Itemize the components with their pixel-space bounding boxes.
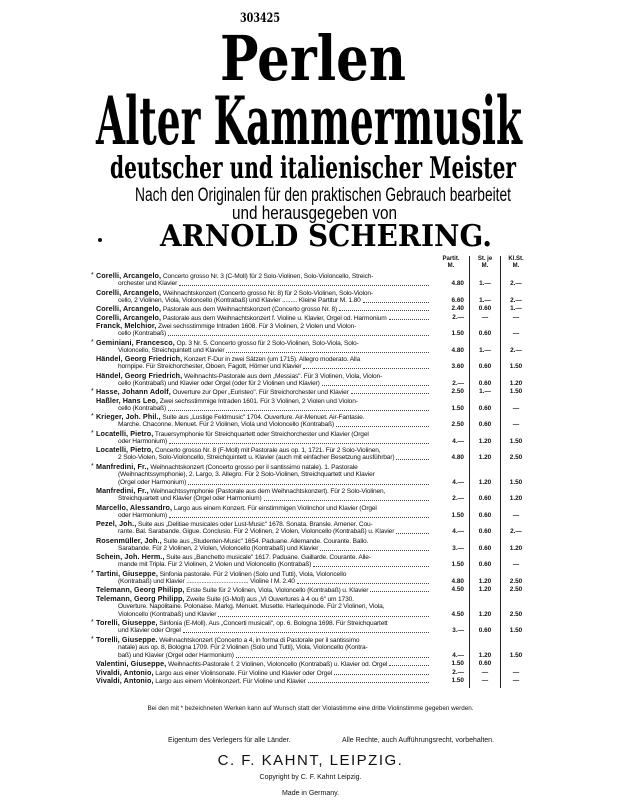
composer-name: Pezel, Joh., — [96, 520, 137, 528]
composer-name: Telemann, Georg Philipp, — [96, 586, 185, 594]
dot-leader — [168, 405, 429, 411]
price-stimmen: 1.— — [479, 296, 491, 304]
entry-line — [96, 603, 431, 611]
price-klavier: 1.20 — [509, 379, 523, 387]
entry-line — [96, 570, 431, 578]
work-description: Zwei sechsstimmige Intraden 1601. Für 3 Violinen, 2 Violen und Violon- — [159, 397, 358, 405]
work-description: Largo aus einer Violinsonate. Für Violine und Klavier oder Orgel — [155, 669, 333, 677]
composer-name: Corelli, Arcangelo, — [96, 288, 162, 297]
header-partitur-label: Partit. — [442, 256, 460, 262]
price-partitur: 4.50 — [451, 610, 464, 618]
price-partitur: 1.50 — [451, 677, 464, 684]
viola-alternative-marker: * — [91, 462, 94, 470]
price-stimmen: 1.20 — [478, 437, 492, 445]
dot-leader — [308, 677, 429, 683]
work-description: Concerto grosso Nr. 8 (F-Moll) mit Pastorale aus op. 1, 1721. Für 2 Solo-Violinen, — [155, 447, 381, 454]
dot-leader — [389, 660, 429, 666]
price-partitur: 3.60 — [451, 363, 464, 370]
footnote: Bei den mit * bezeichneten Werken kann auf Wunsch statt der Violastimme eine dritte Violinstimme gegeben werden. — [147, 705, 474, 712]
composer-name: Locatelli, Pietro, — [96, 446, 154, 454]
catalog-entry — [96, 322, 536, 338]
catalog-number: 303425 — [240, 11, 280, 26]
copyright: Copyright by C. F. Kahnt Leipzig. — [259, 774, 362, 781]
price-stimmen: 0.60 — [478, 379, 492, 387]
price-klavier: 2.— — [510, 528, 522, 535]
header-klavier-unit: M. — [512, 263, 520, 269]
entry-line — [96, 487, 431, 495]
price-klavier: 1.20 — [509, 544, 523, 552]
work-description: Sinfonia pastorale. Für 2 Violinen (Solo und Tutti), Viola, Violoncello — [159, 570, 347, 578]
work-description: Sinfonia (E-Moll). Aus „Concerti musicali", op. 6. Bologna 1698. Für Streichquartett — [159, 620, 388, 627]
price-stimmen: 0.60 — [478, 511, 492, 519]
catalog-entry — [96, 289, 536, 305]
work-description: Zweite Suite (G-Moll) aus „VI Ouvertures à 4 ou 6" um 1730. — [186, 595, 354, 603]
entry-line — [96, 561, 431, 569]
work-description: Largo aus einem Violinkonzert. Für Violine und Klavier — [155, 678, 306, 685]
price-partitur: 6.60 — [451, 296, 464, 304]
work-description: (Kontrabaß) und Klavier ..................................... Violine I M. 2.40 — [118, 577, 295, 585]
entry-line — [96, 619, 431, 627]
entry-line — [96, 413, 431, 421]
dot-leader — [339, 305, 429, 311]
composer-name: Torelli, Giuseppe, — [96, 619, 158, 627]
title-alter-kammermusik: Alter Kammermusik — [95, 82, 523, 160]
price-klavier: — — [512, 668, 520, 676]
work-description: Zwei sechsstimmige Intraden 1608. Für 3 Violinen, 2 Violen und Violon- — [158, 323, 357, 330]
dot-leader — [188, 479, 429, 485]
catalog-entry — [91, 388, 536, 396]
work-description: baß) und Klavier (Orgel oder Harmonium) — [118, 651, 234, 659]
price-klavier: 1.50 — [509, 388, 523, 395]
work-description: Weihnachtskonzert (Concerto grosso per il santissimo natale). 1. Pastorale — [150, 463, 358, 471]
composer-name: Franck, Melchior, — [96, 322, 157, 330]
entry-line — [96, 430, 431, 438]
entry-line — [96, 586, 431, 594]
work-description: Weihnachtssymphonie (Pastorale aus dem Weihnachtskonzert). Für 2 Solo-Violinen, — [150, 488, 386, 495]
dot-leader — [313, 561, 429, 567]
header-stimmen-unit: M. — [481, 263, 489, 269]
price-klavier: — — [512, 330, 520, 337]
catalog-entry — [91, 429, 536, 446]
work-description: mande mit Tripla. Für 2 Violinen, 2 Violen und Violoncello (Kontrabaß) — [118, 561, 312, 568]
header-klavier — [502, 256, 530, 270]
price-partitur: 2.— — [452, 495, 464, 502]
work-description: Pastorale aus dem Weihnachtskonzert (Concerto grosso Nr. 8) — [162, 306, 338, 313]
catalog-entry — [91, 635, 536, 660]
viola-alternative-marker: * — [91, 413, 94, 420]
entry-line — [96, 644, 431, 652]
title-description: Nach den Originalen für den praktischen Gebrauch bearbeitet — [135, 185, 512, 206]
dot-leader — [336, 421, 429, 427]
entry-line — [96, 330, 431, 338]
price-stimmen: — — [481, 313, 489, 321]
composer-name: Torelli, Giuseppe. — [96, 635, 158, 644]
decorative-dot — [98, 238, 102, 242]
entry-line — [96, 421, 431, 429]
catalog-entry — [96, 305, 536, 313]
dot-leader — [370, 586, 429, 592]
price-stimmen: 0.60 — [478, 561, 492, 568]
viola-alternative-marker: * — [91, 619, 94, 626]
catalog-entry — [96, 397, 536, 413]
price-partitur: 2.50 — [451, 388, 464, 395]
work-description: Weihnachtskonzert (Concerto grosso Nr. 8) für 2 Solo-Violinen, Solo-Violon- — [162, 289, 373, 297]
composer-name: Vivaldi, Antonio, — [96, 677, 154, 685]
price-partitur: 2.— — [452, 379, 464, 387]
entry-line — [96, 627, 431, 635]
dot-leader — [226, 347, 429, 353]
composer-name: Corelli, Arcangelo, — [96, 305, 162, 313]
rights-right: Alle Rechte, auch Aufführungsrecht, vorbehalten. — [342, 737, 495, 744]
entry-line — [96, 446, 431, 454]
work-description: Konzert F-Dur in zwei Sätzen (um 1715). Allegro moderato. Alla — [183, 356, 361, 363]
price-partitur: 3.— — [452, 627, 464, 634]
catalog-entry — [96, 355, 536, 371]
price-stimmen: 0.60 — [478, 404, 492, 412]
price-stimmen: 1.— — [479, 388, 491, 395]
price-klavier: — — [512, 511, 520, 519]
work-description: natale) aus op. 8, Bologna 1709. Für 2 Violinen (Solo und Tutti), Viola, Violoncello (Kontra- — [118, 643, 368, 651]
viola-alternative-marker: * — [91, 338, 94, 346]
catalog-entry — [96, 595, 536, 619]
work-description: Marche. Chaconne. Menuet. Für 2 Violinen, Viola und Violoncello (Kontrabaß) — [118, 421, 335, 428]
work-description: Concerto grosso Nr. 3 (C-Moll) für 2 Solo-Violinen, Solo-Violoncello, Streich- — [162, 273, 374, 280]
entry-line — [96, 512, 431, 520]
dot-leader — [264, 495, 430, 501]
price-stimmen: 1.— — [479, 346, 491, 354]
entry-line — [96, 528, 431, 536]
catalog-entry — [91, 413, 536, 429]
work-description: rante. Bal. Sarabande. Gigue. Conclusio. Für 2 Violinen, 2 Violen, Violoncello (Kontrabaß) u. Klavier — [118, 528, 395, 535]
price-klavier: — — [512, 313, 520, 321]
entry-line — [96, 660, 431, 668]
price-stimmen: 0.60 — [478, 660, 492, 667]
price-partitur: 1.50 — [451, 404, 464, 412]
dot-leader — [218, 611, 429, 617]
dot-leader — [169, 512, 429, 518]
price-partitur: 3.— — [452, 544, 464, 552]
entry-line — [96, 669, 431, 677]
title-perlen: Perlen — [220, 22, 406, 95]
viola-alternative-marker: * — [91, 388, 94, 395]
work-description: hornpipe. Für Streichorchester, Oboen, Fagott, Hörner und Klavier — [118, 363, 302, 370]
publisher: C. F. KAHNT, LEIPZIG. — [217, 752, 404, 769]
viola-alternative-marker: * — [91, 429, 94, 437]
price-stimmen: 1.20 — [478, 478, 492, 486]
entry-line — [96, 363, 431, 371]
price-klavier: 1.50 — [509, 651, 523, 659]
entry-line — [96, 553, 431, 561]
price-partitur: 4.80 — [451, 577, 464, 585]
price-stimmen: 0.60 — [478, 330, 492, 337]
entry-line — [96, 339, 431, 347]
entry-line — [96, 677, 431, 685]
title-subtitle: deutscher und italienischer Meister — [110, 151, 517, 186]
work-description: Suite aus „Studenten-Music" 1654. Paduane. Allemande. Courante. Ballo. — [163, 537, 369, 545]
price-stimmen: 0.60 — [478, 363, 492, 370]
work-description: oder Harmonium) — [118, 511, 168, 519]
composer-name: Haßler, Hans Leo, — [96, 396, 159, 405]
work-description: Violoncello, Streichquintett und Klavier — [118, 346, 225, 354]
entry-line — [96, 611, 431, 619]
dot-leader — [168, 330, 429, 336]
price-klavier: 1.50 — [509, 363, 523, 370]
header-klavier-label: Kl.St. — [508, 256, 524, 262]
dot-leader — [322, 380, 429, 386]
entry-line — [96, 504, 431, 512]
entry-line — [96, 289, 431, 297]
price-partitur: 4.— — [452, 478, 464, 486]
composer-name: Corelli, Arcangelo, — [96, 272, 162, 280]
price-klavier: 2.50 — [509, 586, 523, 593]
entry-line — [96, 280, 431, 288]
entry-line — [96, 272, 431, 280]
header-stimmen — [471, 256, 499, 270]
work-description: Weihnachtskonzert (Concerto a 4, in forma di Pastorale per il santissimo — [159, 636, 360, 644]
entry-line — [96, 438, 431, 446]
price-stimmen: 0.60 — [478, 495, 492, 502]
entry-line — [96, 578, 431, 586]
price-stimmen: — — [481, 677, 489, 684]
price-stimmen: 1.20 — [478, 454, 492, 461]
dot-leader — [351, 388, 429, 394]
composer-name: Manfredini, Fr., — [96, 487, 149, 495]
composer-name: Locatelli, Pietro, — [96, 429, 154, 438]
work-description: (Orgel oder Harmonium) — [118, 478, 187, 486]
entry-line — [96, 322, 431, 330]
entry-line — [96, 463, 431, 471]
price-stimmen: 1.20 — [478, 651, 492, 659]
dot-leader — [236, 652, 429, 658]
price-stimmen: 0.60 — [478, 627, 492, 634]
entry-line — [96, 314, 431, 322]
catalog-entry — [96, 487, 536, 503]
work-description: Trauersymphonie für Streichquartett oder Streichorchester und Klavier (Orgel — [154, 430, 369, 438]
catalog-entry — [96, 669, 536, 677]
dot-leader — [169, 438, 429, 444]
entry-line — [96, 520, 431, 528]
price-partitur: 2.50 — [451, 421, 464, 428]
title-edited-by: und herausgegeben von — [232, 203, 397, 223]
catalog-entry — [91, 619, 536, 635]
price-klavier: 2.50 — [509, 577, 523, 585]
entry-line — [96, 388, 431, 396]
price-stimmen: 1.— — [479, 280, 491, 287]
price-partitur: 2.— — [452, 313, 464, 321]
catalog-entry — [96, 537, 536, 553]
dot-leader — [183, 627, 429, 633]
header-stimmen-label: St. je — [477, 256, 493, 262]
catalog-entry — [96, 504, 536, 520]
price-klavier: 2.50 — [509, 610, 523, 618]
header-partitur — [436, 256, 466, 270]
entry-line — [96, 405, 431, 413]
catalog-entry — [96, 677, 536, 685]
composer-name: Schein, Joh. Herm., — [96, 553, 165, 561]
work-description: orchester und Klavier — [118, 280, 178, 287]
composer-name: Tartini, Giuseppe, — [96, 569, 158, 578]
title-block — [0, 0, 621, 256]
composer-name: Marcello, Alessandro, — [96, 503, 173, 512]
entry-line — [96, 471, 431, 479]
work-description: Violoncello (Kontrabaß) und Klavier — [118, 610, 217, 618]
viola-alternative-marker: * — [91, 272, 94, 279]
entry-line — [96, 297, 431, 305]
dot-leader — [297, 578, 429, 584]
price-partitur: 2.— — [452, 668, 464, 676]
composer-name: Händel, Georg Friedrich, — [96, 371, 183, 380]
price-klavier: — — [512, 677, 520, 684]
composer-name: Manfredini, Fr., — [96, 462, 149, 471]
entry-line — [96, 347, 431, 355]
catalog-entry — [91, 338, 536, 355]
catalog-entry — [96, 660, 536, 668]
editor-name: ARNOLD SCHERING. — [159, 219, 492, 254]
header-partitur-unit: M. — [447, 263, 455, 269]
entry-line — [96, 636, 431, 644]
catalog-entry — [96, 446, 536, 462]
price-klavier: 1.— — [510, 305, 522, 312]
entry-line — [96, 372, 431, 380]
entry-line — [96, 595, 431, 603]
composer-name: Krieger, Joh. Phil., — [96, 413, 161, 421]
viola-alternative-marker: * — [91, 569, 94, 577]
work-description: Streichquartett und Klavier (Orgel oder Harmonium) — [118, 495, 262, 502]
entry-line — [96, 355, 431, 363]
catalog-entry — [96, 314, 536, 322]
price-klavier: — — [512, 561, 520, 568]
price-stimmen: 1.20 — [478, 577, 492, 585]
composer-name: Hasse, Johann Adolf, — [96, 388, 171, 396]
catalog-entry — [96, 553, 536, 569]
work-description: und Klavier oder Orgel — [118, 627, 181, 634]
price-partitur: 4.80 — [451, 346, 464, 354]
catalog-entry — [96, 586, 536, 594]
entry-line — [96, 397, 431, 405]
entry-line — [96, 545, 431, 553]
work-description: Erste Suite für 2 Violinen, Viola, Violoncello (Kontrabaß) u. Klavier — [186, 587, 369, 594]
catalog-entry — [91, 569, 536, 586]
entry-line — [96, 454, 431, 462]
entry-line — [96, 495, 431, 503]
entry-line — [96, 652, 431, 660]
price-partitur: 1.50 — [451, 330, 464, 337]
composer-name: Telemann, Georg Philipp, — [96, 594, 185, 603]
made-in-germany: Made in Germany. — [281, 790, 340, 797]
work-description: cello (Kontrabaß) — [118, 404, 167, 412]
price-klavier: — — [512, 404, 520, 412]
work-description: Ouverture zur Oper „Euristeo". Für Streichorchester und Klavier — [172, 389, 349, 396]
catalog-rows — [91, 272, 536, 686]
entry-line — [96, 380, 431, 388]
work-description: cello, 2 Violinen, Viola, Violoncello (Kontrabaß) und Klavier ......... Kleine Partitur M. 1.80 — [118, 296, 361, 304]
composer-name: Händel, Georg Friedrich, — [96, 355, 183, 363]
catalog-entry — [91, 272, 536, 288]
dot-leader — [179, 280, 429, 286]
entry-line — [96, 479, 431, 487]
work-description: Suite aus „Delitiae musicales oder Lust-Music" 1678. Sonata. Bransle. Amener. Cou- — [138, 521, 373, 528]
catalog-entry — [96, 372, 536, 388]
viola-alternative-marker: * — [91, 635, 94, 643]
composer-name: Vivaldi, Antonio, — [96, 668, 154, 677]
price-stimmen: 0.60 — [478, 528, 492, 535]
price-stimmen: 1.20 — [478, 586, 492, 593]
work-description: Op. 3 Nr. 5. Concerto grosso für 2 Solo-Violinen, Solo-Viola, Solo- — [176, 339, 359, 347]
composer-name: Geminiani, Francesco, — [96, 338, 175, 347]
catalog-entry — [91, 462, 536, 487]
work-description: cello (Kontrabaß) — [118, 330, 167, 337]
dot-leader — [396, 528, 429, 534]
price-klavier: 1.50 — [509, 478, 523, 486]
price-klavier: 1.50 — [509, 437, 523, 445]
price-stimmen: 0.60 — [478, 421, 492, 428]
price-partitur: 4.— — [452, 651, 464, 659]
price-partitur: 4.80 — [451, 280, 464, 287]
price-stimmen: — — [481, 668, 489, 676]
rights-left: Eigentum des Verlegers für alle Länder. — [168, 737, 291, 744]
composer-name: Valentini, Giuseppe, — [96, 660, 167, 668]
work-description: oder Harmonium) — [118, 437, 168, 445]
price-klavier: 2.— — [510, 346, 522, 354]
work-description: Weihnachts-Pastorale aus dem „Messias". Für 3 Violinen, Viola, Violon- — [183, 372, 383, 380]
work-description: Pastorale aus dem Weihnachtskonzert f. Violine u. Klavier, Orgel od. Harmonium — [162, 314, 387, 322]
entry-line — [96, 537, 431, 545]
price-stimmen: 1.20 — [478, 610, 492, 618]
price-partitur: 1.50 — [451, 561, 464, 568]
work-description: (Weihnachtssymphonie), 2. Largo, 3. Allegro. Für 2 Solo-Violinen, Streichquartett und Klavier — [118, 470, 375, 478]
price-stimmen: 0.60 — [478, 305, 492, 312]
price-partitur: 4.— — [452, 437, 464, 445]
price-klavier: 1.50 — [509, 627, 523, 634]
entry-line — [96, 305, 431, 313]
work-description: Ouverture. Napolitaine. Polonaise. Markg. Menuet. Musette. Harlequinode. Für 2 Violinen, Viola, — [118, 602, 385, 610]
price-stimmen: 0.60 — [478, 544, 492, 552]
price-partitur: 2.40 — [451, 305, 464, 312]
dot-leader — [389, 314, 429, 320]
price-klavier: — — [512, 421, 520, 428]
dot-leader — [334, 669, 429, 675]
price-partitur: 1.50 — [451, 511, 464, 519]
price-klavier: 1.20 — [509, 495, 523, 502]
work-description: 2 Solo-Violen, Solo-Violoncello, Streichquintett u. Klavier (auch mit einfacher Besetzung ausführbar) — [118, 454, 395, 461]
price-klavier: 2.— — [510, 280, 522, 287]
price-klavier: 2.— — [510, 296, 522, 304]
work-description: Weihnachts-Pastorale f. 2 Violinen, Violoncello (Kontrabaß) u. Klavier od. Orgel — [168, 661, 388, 668]
dot-leader — [320, 545, 429, 551]
dot-leader — [396, 454, 429, 460]
dot-leader — [303, 363, 429, 369]
work-description: cello (Kontrabaß) und Klavier oder Orgel (oder für 2 Violinen und Klavier) — [118, 379, 320, 387]
composer-name: Rosenmüller, Joh., — [96, 536, 162, 545]
price-klavier: 2.50 — [509, 454, 523, 461]
composer-name: Corelli, Arcangelo, — [96, 313, 162, 322]
catalog-entry — [96, 520, 536, 536]
work-description: Suite aus „Banchetto musicale" 1617. Paduane. Gaillarde. Courante. Alle- — [166, 554, 371, 561]
price-partitur: 4.— — [452, 528, 464, 535]
price-partitur: 4.80 — [451, 454, 464, 461]
work-description: Largo aus einem Konzert. Für einstimmigen Violinchor und Klavier (Orgel — [173, 504, 377, 512]
price-partitur: 4.50 — [451, 586, 464, 593]
work-description: Sarabande. Für 2 Violinen, 2 Violen, Violoncello (Kontrabaß) und Klavier — [118, 544, 319, 552]
dot-leader — [363, 297, 429, 303]
work-description: Suite aus „Lustige Feldmusic" 1704. Ouverture. Air-Menuet. Air-Fantasie. — [162, 414, 365, 421]
price-partitur: 1.50 — [451, 660, 464, 667]
